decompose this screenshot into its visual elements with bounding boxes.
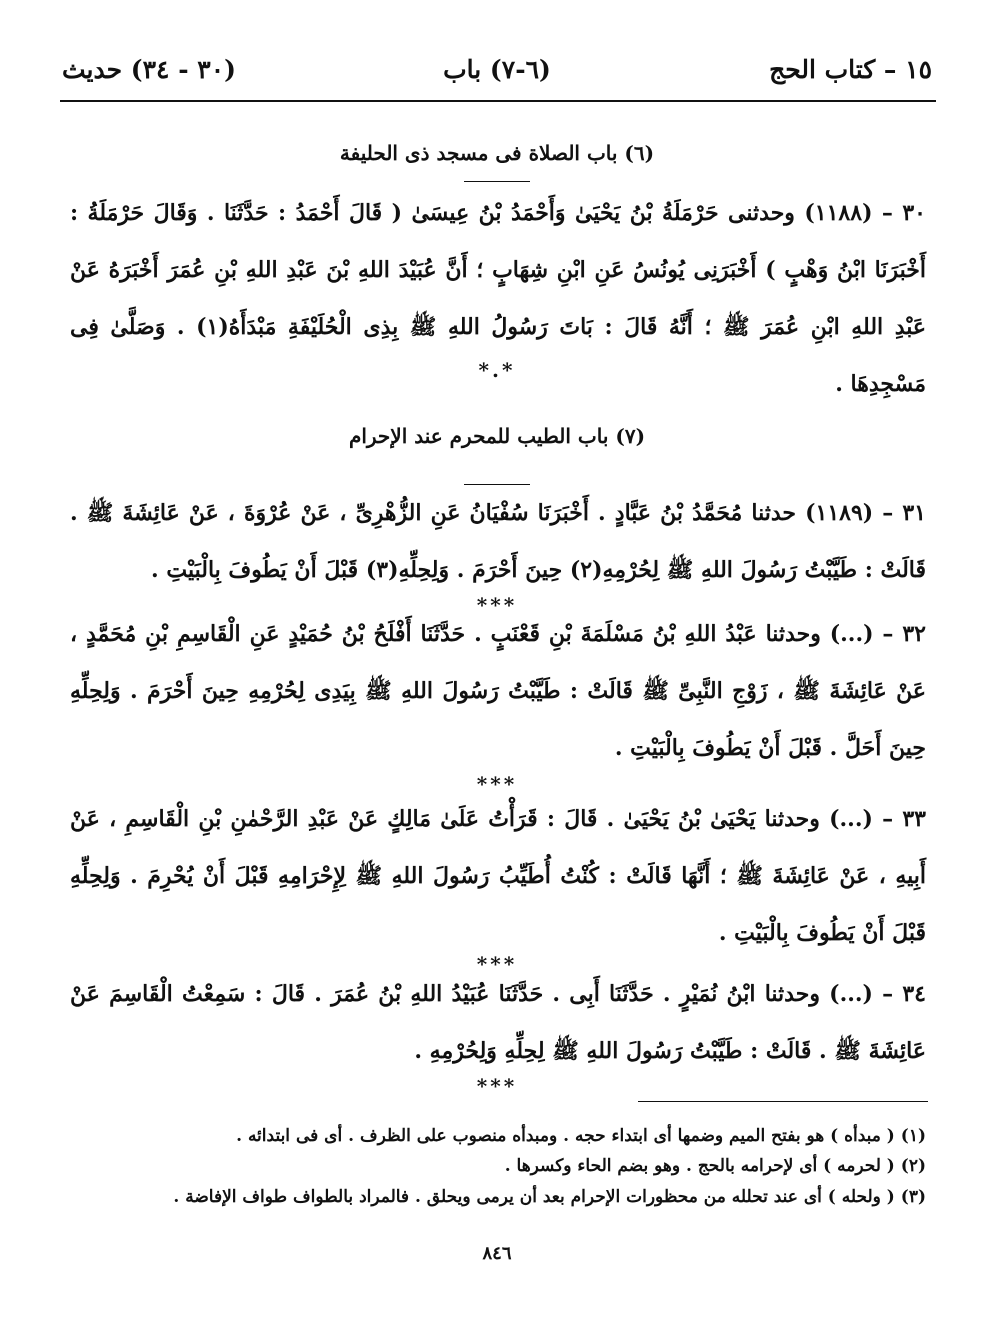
header-chapter-range: (٦-٧) باب <box>443 55 551 84</box>
hadith-number: ٣٤ – (...) <box>829 981 926 1007</box>
page-number: ٨٤٦ <box>482 1243 512 1264</box>
hadith-text: وحدثنا ابْنُ نُمَيْرٍ . حَدَّثَنَا أَبِى . حَدَّثَنَا عُبَيْدُ اللهِ بْنُ عُمَرَ . قَالَ : سَمِعْتُ الْقَاسِمَ عَنْ عَائِشَةَ ﷺ . قَالَتْ : طَيَّبْتُ رَسُولَ اللهِ ﷺ لِحِلِّهِ وَلِحُرْمِهِ . <box>70 981 926 1064</box>
hadith-32 <box>70 606 926 777</box>
chapter-title-6-rule <box>464 181 530 182</box>
chapter-title-7: (٧) باب الطيب للمحرم عند الإحرام <box>348 424 646 448</box>
separator-stars: *** <box>476 1074 518 1098</box>
footnote-2: (٢) ( لحرمه ) أى لإحرامه بالحج . وهو بضم الحاء وكسرها . <box>504 1156 926 1176</box>
footnote-1: (١) ( مبدأه ) هو بفتح الميم وضمها أى ابتداء حجه . ومبدأه منصوب على الظرف . أى فى ابتدائه . <box>236 1126 926 1146</box>
hadith-number: ٣٠ – (١١٨٨) <box>804 200 926 226</box>
hadith-text: وحدثنا عَبْدُ اللهِ بْنُ مَسْلَمَةَ بْنِ قَعْنَبٍ . حَدَّثَنَا أَفْلَحُ بْنُ حُمَيْدٍ عَنِ الْقَاسِمِ بْنِ مُحَمَّدٍ ، عَنْ عَائِشَةَ ﷺ ، زَوْجِ النَّبِىِّ ﷺ قَالَتْ : طَيَّبْتُ رَسُولَ اللهِ ﷺ بِيَدِى لِحُرْمِهِ حِينَ أَحْرَمَ . وَلِحِلِّهِ حِينَ أَحَلَّ . قَبْلَ أَنْ يَطُوفَ بِالْبَيْتِ . <box>70 621 926 761</box>
hadith-number: ٣١ – (١١٨٩) <box>805 500 926 526</box>
hadith-34 <box>70 966 926 1080</box>
separator-stars: *** <box>476 772 518 796</box>
running-header <box>62 55 932 97</box>
hadith-31 <box>70 485 926 599</box>
separator-stars: *** <box>476 593 518 617</box>
hadith-text: حدثنا مُحَمَّدُ بْنُ عَبَّادٍ . أَخْبَرَنَا سُفْيَانُ عَنِ الزُّهْرِىِّ ، عَنْ عُرْوَةَ ، عَنْ عَائِشَةَ ﷺ . قَالَتْ : طَيَّبْتُ رَسُولَ اللهِ ﷺ لِحُرْمِهِ(٢) حِينَ أَحْرَمَ . وَلِحِلِّهِ(٣) قَبْلَ أَنْ يَطُوفَ بِالْبَيْتِ . <box>70 500 926 583</box>
hadith-number: ٣٣ – (...) <box>829 806 926 832</box>
hadith-text: وحدثنى حَرْمَلَةُ بْنُ يَحْيَىٰ وَأَحْمَدُ بْنُ عِيسَىٰ ( قَالَ أَحْمَدُ : حَدَّثَنَا . وَقَالَ حَرْمَلَةُ : أَخْبَرَنَا ابْنُ وَهْبٍ ) أَخْبَرَنِى يُونُسُ عَنِ ابْنِ شِهَابٍ ؛ أَنَّ عُبَيْدَ اللهِ بْنَ عَبْدِ اللهِ بْنِ عُمَرَ أَخْبَرَهُ عَنْ عَبْدِ اللهِ ابْنِ عُمَرَ ﷺ ؛ أَنَّهُ قَالَ : بَاتَ رَسُولُ اللهِ ﷺ بِذِى الْحُلَيْفَةِ مَبْدَأَهُ(١) . وَصَلَّىٰ فِى مَسْجِدِهَا . <box>70 200 927 397</box>
footnote-3: (٣) ( ولحله ) أى عند تحلله من محظورات الإحرام بعد أن يرمى ويحلق . فالمراد بالطواف طواف الإفاضة . <box>173 1187 926 1207</box>
separator-stars: *** <box>476 952 518 976</box>
hadith-number: ٣٢ – (...) <box>829 621 926 647</box>
footnote-rule <box>638 1101 928 1102</box>
chapter-title-6: (٦) باب الصلاة فى مسجد ذى الحليفة <box>339 141 655 165</box>
hadith-text: وحدثنا يَحْيَىٰ بْنُ يَحْيَىٰ . قَالَ : قَرَأْتُ عَلَىٰ مَالِكٍ عَنْ عَبْدِ الرَّحْمٰنِ بْنِ الْقَاسِمِ ، عَنْ أَبِيهِ ، عَنْ عَائِشَةَ ﷺ ؛ أَنَّهَا قَالَتْ : كُنْتُ أُطَيِّبُ رَسُولَ اللهِ ﷺ لِإِحْرَامِهِ قَبْلَ أَنْ يُحْرِمَ . وَلِحِلِّهِ قَبْلَ أَنْ يَطُوفَ بِالْبَيْتِ . <box>70 806 926 946</box>
header-book-title: ١٥ – كتاب الحج <box>769 55 932 84</box>
header-rule <box>60 100 936 102</box>
header-hadith-range: (٣٠ - ٣٤) حديث <box>62 55 236 84</box>
separator-stars: *.* <box>478 358 516 382</box>
hadith-33 <box>70 791 926 962</box>
